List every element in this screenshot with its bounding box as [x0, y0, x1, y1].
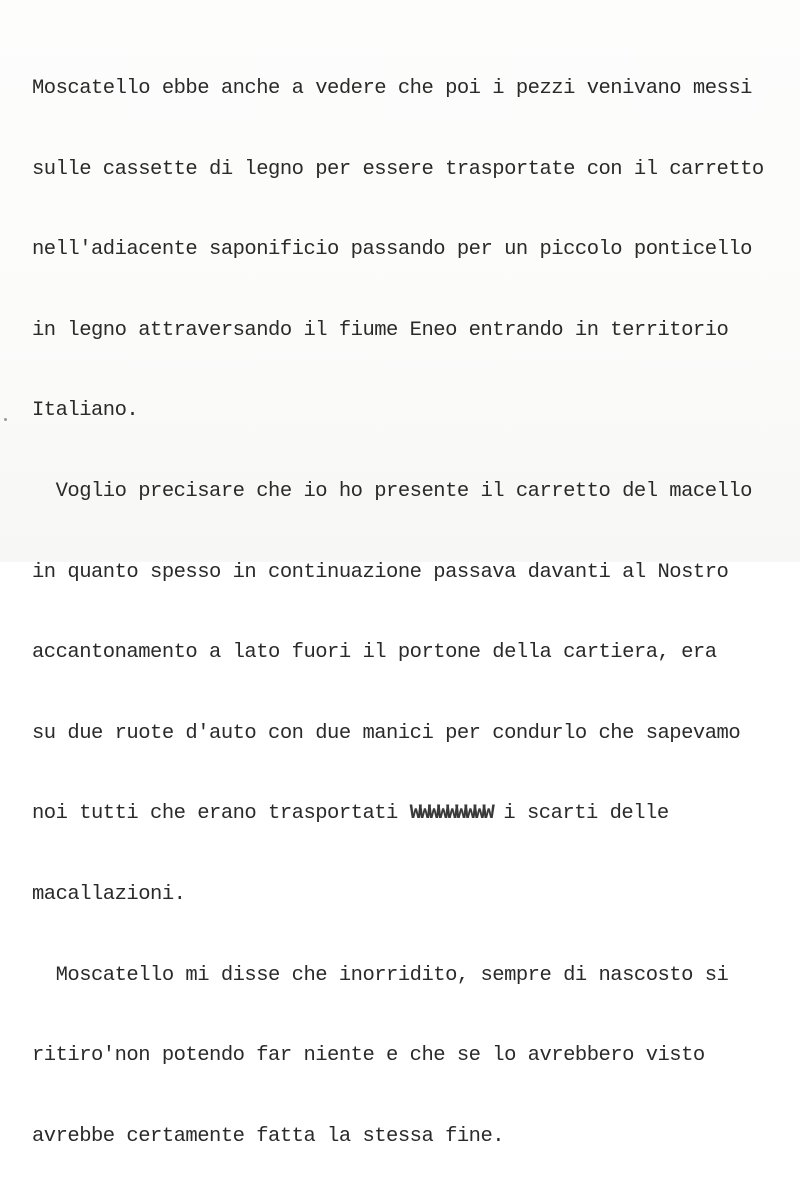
typewritten-text — [32, 26, 792, 1200]
text-line: avrebbe certamente fatta la stessa fine. — [32, 1124, 505, 1148]
text-line: Moscatello mi disse che inorridito, sempre di nascosto si — [32, 963, 729, 987]
text-line: sulle cassette di legno per essere trasportate con il carretto — [32, 157, 764, 181]
text-line: macallazioni. — [32, 882, 186, 906]
text-line: Italiano. — [32, 399, 139, 423]
text-line: in legno attraversando il fiume Eneo entrando in territorio — [32, 318, 729, 342]
text-line: Moscatello ebbe anche a vedere che poi i pezzi venivano messi — [32, 77, 752, 100]
text-line: in quanto spesso in continuazione passava davanti al Nostro — [32, 560, 729, 584]
text-line: ritiro'non potendo far niente e che se lo avrebbero visto — [32, 1044, 705, 1068]
paper-speck — [4, 418, 7, 421]
text-fragment: i scarti delle — [491, 802, 669, 826]
text-line: nell'adiacente saponificio passando per un piccolo ponticello — [32, 238, 752, 262]
text-line: su due ruote d'auto con due manici per condurlo che sapevamo — [32, 721, 741, 745]
struck-out-text: WWWWWWWWW — [409, 802, 492, 826]
text-line: Voglio precisare che io ho presente il carretto del macello — [32, 479, 752, 503]
text-line-with-strikeout — [32, 797, 792, 832]
text-line: accantonamento a lato fuori il portone della cartiera, era — [32, 641, 717, 665]
text-fragment: noi tutti che erano trasportati — [32, 802, 410, 826]
